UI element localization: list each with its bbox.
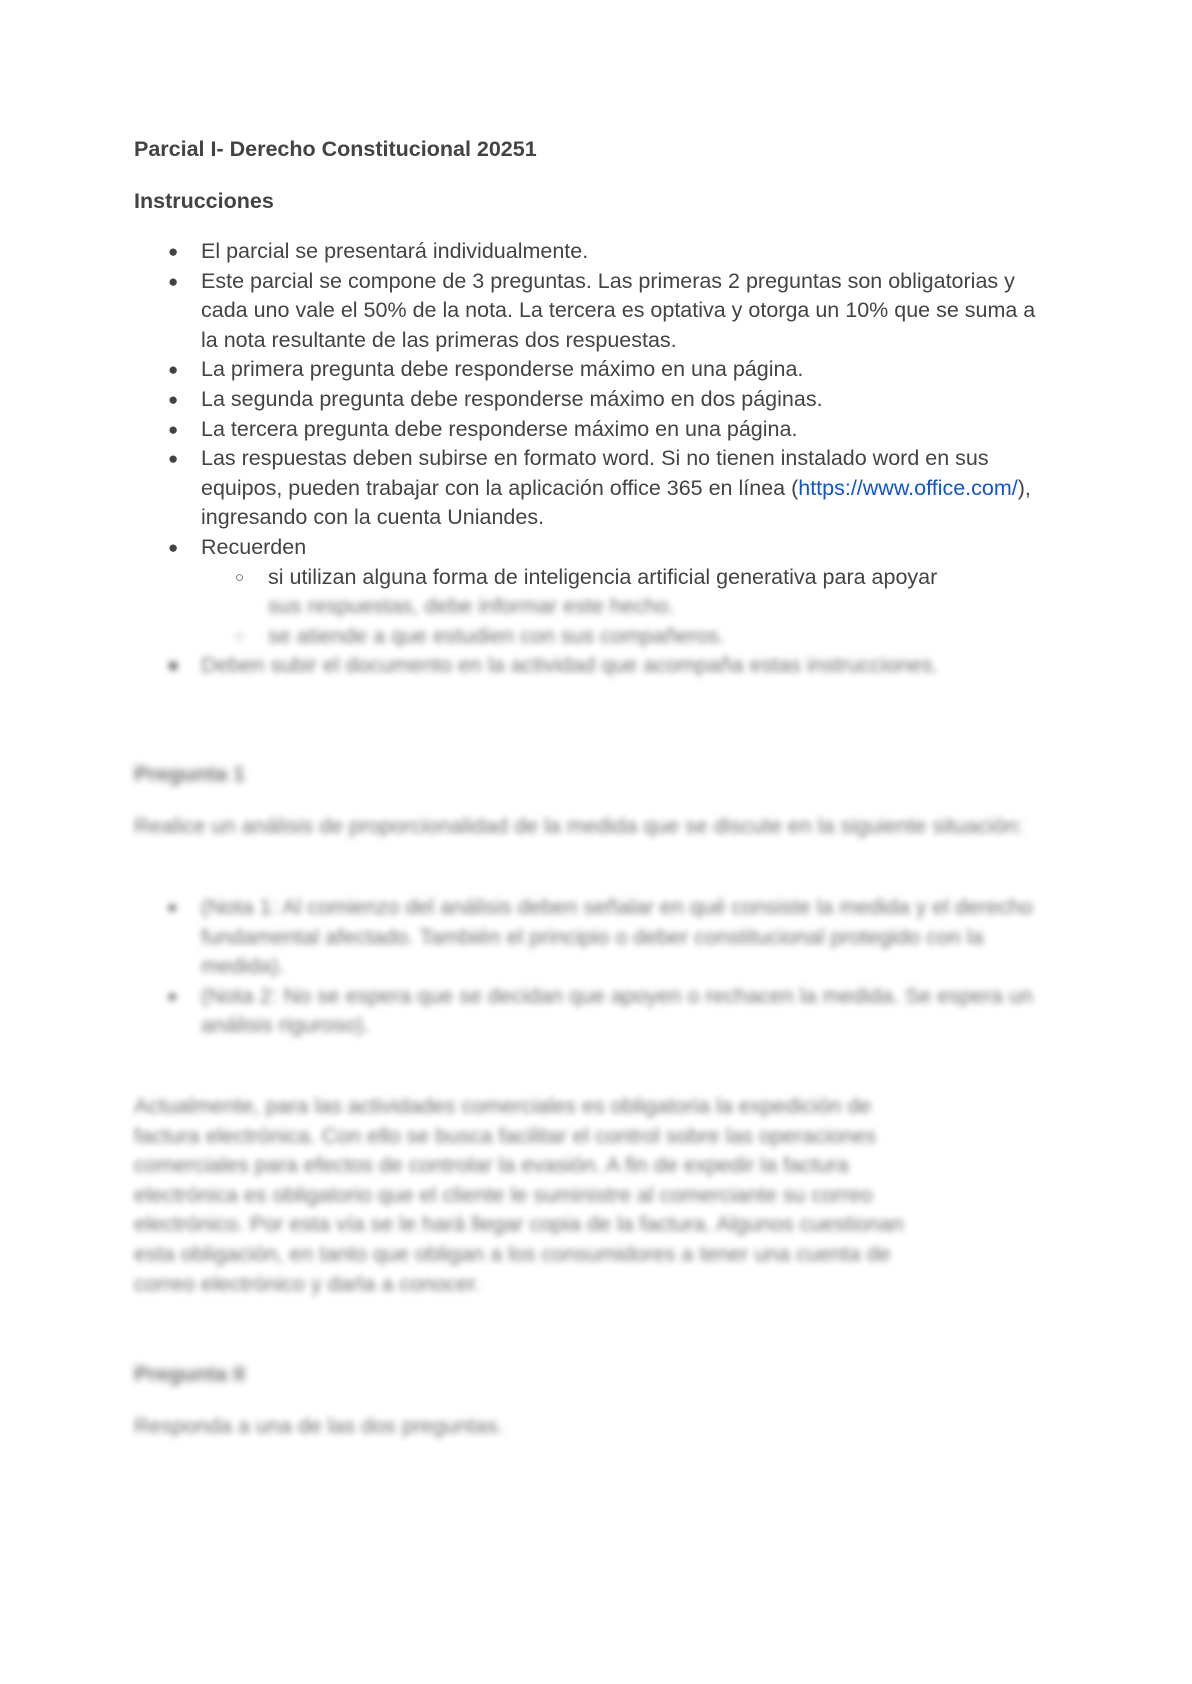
instruction-text: El parcial se presentará individualmente. bbox=[201, 239, 589, 263]
reminder-text-obscured: sus respuestas, debe informar este hecho. bbox=[268, 594, 675, 619]
bullet-icon: ● bbox=[168, 360, 179, 380]
instruction-text-after-link: ), ingresando con la cuenta Uniandes. bbox=[201, 475, 1031, 530]
hollow-bullet-icon: ○ bbox=[235, 568, 245, 586]
reminder-text-obscured: se atiende a que estudien con sus compañeros. bbox=[268, 623, 725, 648]
instruction-text: La tercera pregunta debe responderse máximo en una página. bbox=[201, 416, 798, 441]
note-text: (Nota 2: No se espera que se decidan que apoyen o rechacen la medida. Se espera un análisis riguroso). bbox=[201, 983, 1033, 1038]
note-item bbox=[134, 893, 1054, 982]
instruction-item bbox=[134, 651, 1054, 681]
instruction-item bbox=[134, 355, 1054, 385]
instruction-item bbox=[134, 385, 1054, 415]
instruction-text: Este parcial se compone de 3 preguntas. Las primeras 2 preguntas son obligatorias y cada uno vale el 50% de la nota. La tercera es optativa y otorga un 10% que se suma a la nota resultante de las primeras dos respuestas. bbox=[201, 268, 1036, 352]
instruction-item bbox=[134, 415, 1054, 445]
reminder-item bbox=[201, 563, 1054, 622]
document-title: Parcial I- Derecho Constitucional 20251 bbox=[134, 137, 537, 161]
instruction-item bbox=[134, 444, 1054, 533]
reminders-sublist bbox=[201, 563, 1054, 652]
bullet-icon: ● bbox=[168, 537, 179, 557]
bullet-icon: ● bbox=[168, 242, 179, 261]
bullet-icon: ● bbox=[168, 389, 179, 409]
bullet-icon: ● bbox=[168, 419, 179, 439]
reminder-item bbox=[201, 622, 1054, 652]
reminder-text: si utilizan alguna forma de inteligencia artificial generativa para apoyar bbox=[268, 564, 938, 589]
question1-notes bbox=[134, 893, 1054, 1041]
question1-scenario: Actualmente, para las actividades comerciales es obligatoria la expedición de factura electrónica. Con ello se busca facilitar el control sobre las operaciones comerciales para efectos de controlar la evasión. A fin de expedir la factura electrónica es obligatorio que el cliente le suministre al comerciante su correo electrónico. Por esta vía se le hará llegar copia de la factura. Algunos cuestionan esta obligación, en tanto que obligan a los consumidores a tener una cuenta de correo electrónico y darla a conocer. bbox=[134, 1094, 904, 1296]
instruction-item bbox=[134, 267, 1054, 356]
question2-intro: Responda a una de las dos preguntas. bbox=[134, 1414, 504, 1438]
note-item bbox=[134, 982, 1054, 1041]
note-text: (Nota 1: Al comienzo del análisis deben señalar en qué consiste la medida y el derecho fundamental afectado. También el principio o deber constitucional protegido con la medida). bbox=[201, 895, 1033, 979]
instruction-text-before-link: Las respuestas deben subirse en formato word. Si no tienen instalado word en sus equipos, pueden trabajar con la aplicación office 365 en línea ( bbox=[201, 446, 989, 500]
instructions-list bbox=[134, 237, 1054, 681]
bullet-icon: ■ bbox=[168, 656, 179, 676]
instruction-text: Recuerden bbox=[201, 534, 307, 559]
bullet-icon: ● bbox=[168, 449, 179, 469]
instruction-item bbox=[134, 533, 1054, 651]
instruction-text: La primera pregunta debe responderse máximo en una página. bbox=[201, 357, 804, 382]
bullet-icon: ● bbox=[168, 271, 179, 291]
question1-heading: Pregunta 1 bbox=[134, 762, 246, 786]
office-link[interactable]: https://www.office.com/ bbox=[798, 475, 1018, 500]
question2-heading: Pregunta II bbox=[134, 1362, 246, 1386]
question1-intro: Realice un análisis de proporcionalidad de la medida que se discute en la siguiente situación: bbox=[134, 814, 1024, 838]
instructions-heading: Instrucciones bbox=[134, 189, 274, 213]
square-bullet-icon: ■ bbox=[168, 899, 177, 915]
square-bullet-icon: ■ bbox=[168, 987, 177, 1004]
instruction-text: La segunda pregunta debe responderse máximo en dos páginas. bbox=[201, 386, 823, 411]
instruction-item bbox=[134, 237, 1054, 267]
instruction-text-obscured: Deben subir el documento en la actividad que acompaña estas instrucciones. bbox=[201, 653, 939, 678]
hollow-bullet-icon: ○ bbox=[235, 627, 245, 645]
